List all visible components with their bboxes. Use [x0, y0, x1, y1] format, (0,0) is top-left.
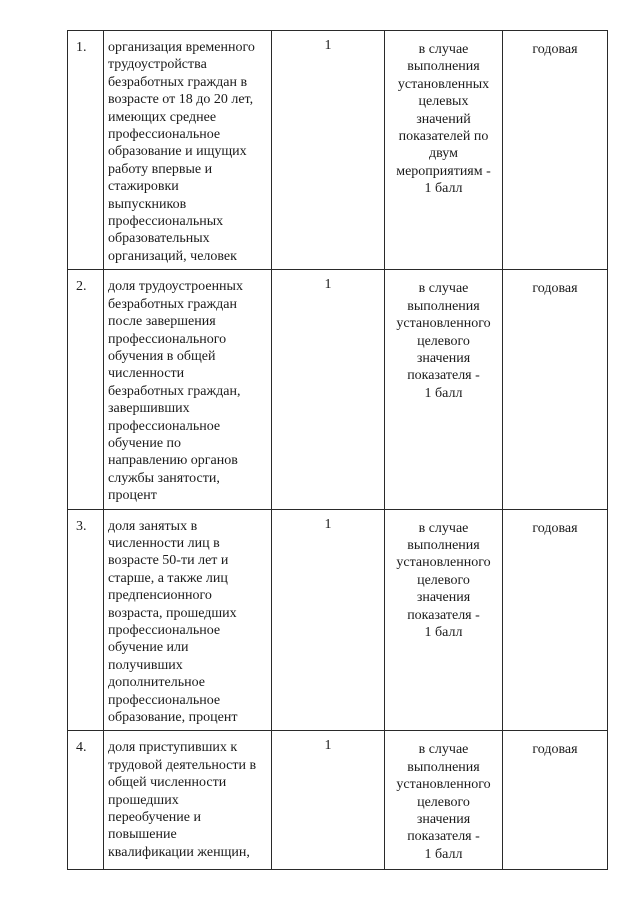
- scoring-condition: в случае выполнения установленного целевого значения показателя - 1 балл: [385, 270, 503, 509]
- table-row: [68, 509, 608, 731]
- row-number: 2.: [68, 270, 104, 509]
- table-row: [68, 270, 608, 509]
- reporting-period: годовая: [503, 270, 608, 509]
- indicator-description: доля приступивших к трудовой деятельности в общей численности прошедших переобучение и повышение квалификации женщин,: [104, 731, 272, 870]
- indicators-table: [67, 30, 608, 870]
- indicator-description: организация временного трудоустройства безработных граждан в возрасте от 18 до 20 лет, имеющих среднее профессиональное образование и ищущих работу впервые и стажировки выпускников профессиональных образовательных организаций, человек: [104, 31, 272, 270]
- reporting-period: годовая: [503, 31, 608, 270]
- table-row: [68, 731, 608, 870]
- row-number: 3.: [68, 509, 104, 731]
- indicator-weight: 1: [272, 509, 385, 731]
- scoring-condition: в случае выполнения установленного целевого значения показателя - 1 балл: [385, 731, 503, 870]
- indicator-description: доля занятых в численности лиц в возрасте 50-ти лет и старше, а также лиц предпенсионного возраста, прошедших профессиональное обучение или получивших дополнительное профессиональное образование, процент: [104, 509, 272, 731]
- table-row: [68, 31, 608, 270]
- indicator-description: доля трудоустроенных безработных граждан после завершения профессионального обучения в общей численности безработных граждан, завершивших профессиональное обучение по направлению органов службы занятости, процент: [104, 270, 272, 509]
- row-number: 4.: [68, 731, 104, 870]
- scoring-condition: в случае выполнения установленных целевых значений показателей по двум мероприятиям - 1 балл: [385, 31, 503, 270]
- indicator-weight: 1: [272, 731, 385, 870]
- indicator-weight: 1: [272, 31, 385, 270]
- reporting-period: годовая: [503, 731, 608, 870]
- row-number: 1.: [68, 31, 104, 270]
- reporting-period: годовая: [503, 509, 608, 731]
- indicator-weight: 1: [272, 270, 385, 509]
- scoring-condition: в случае выполнения установленного целевого значения показателя - 1 балл: [385, 509, 503, 731]
